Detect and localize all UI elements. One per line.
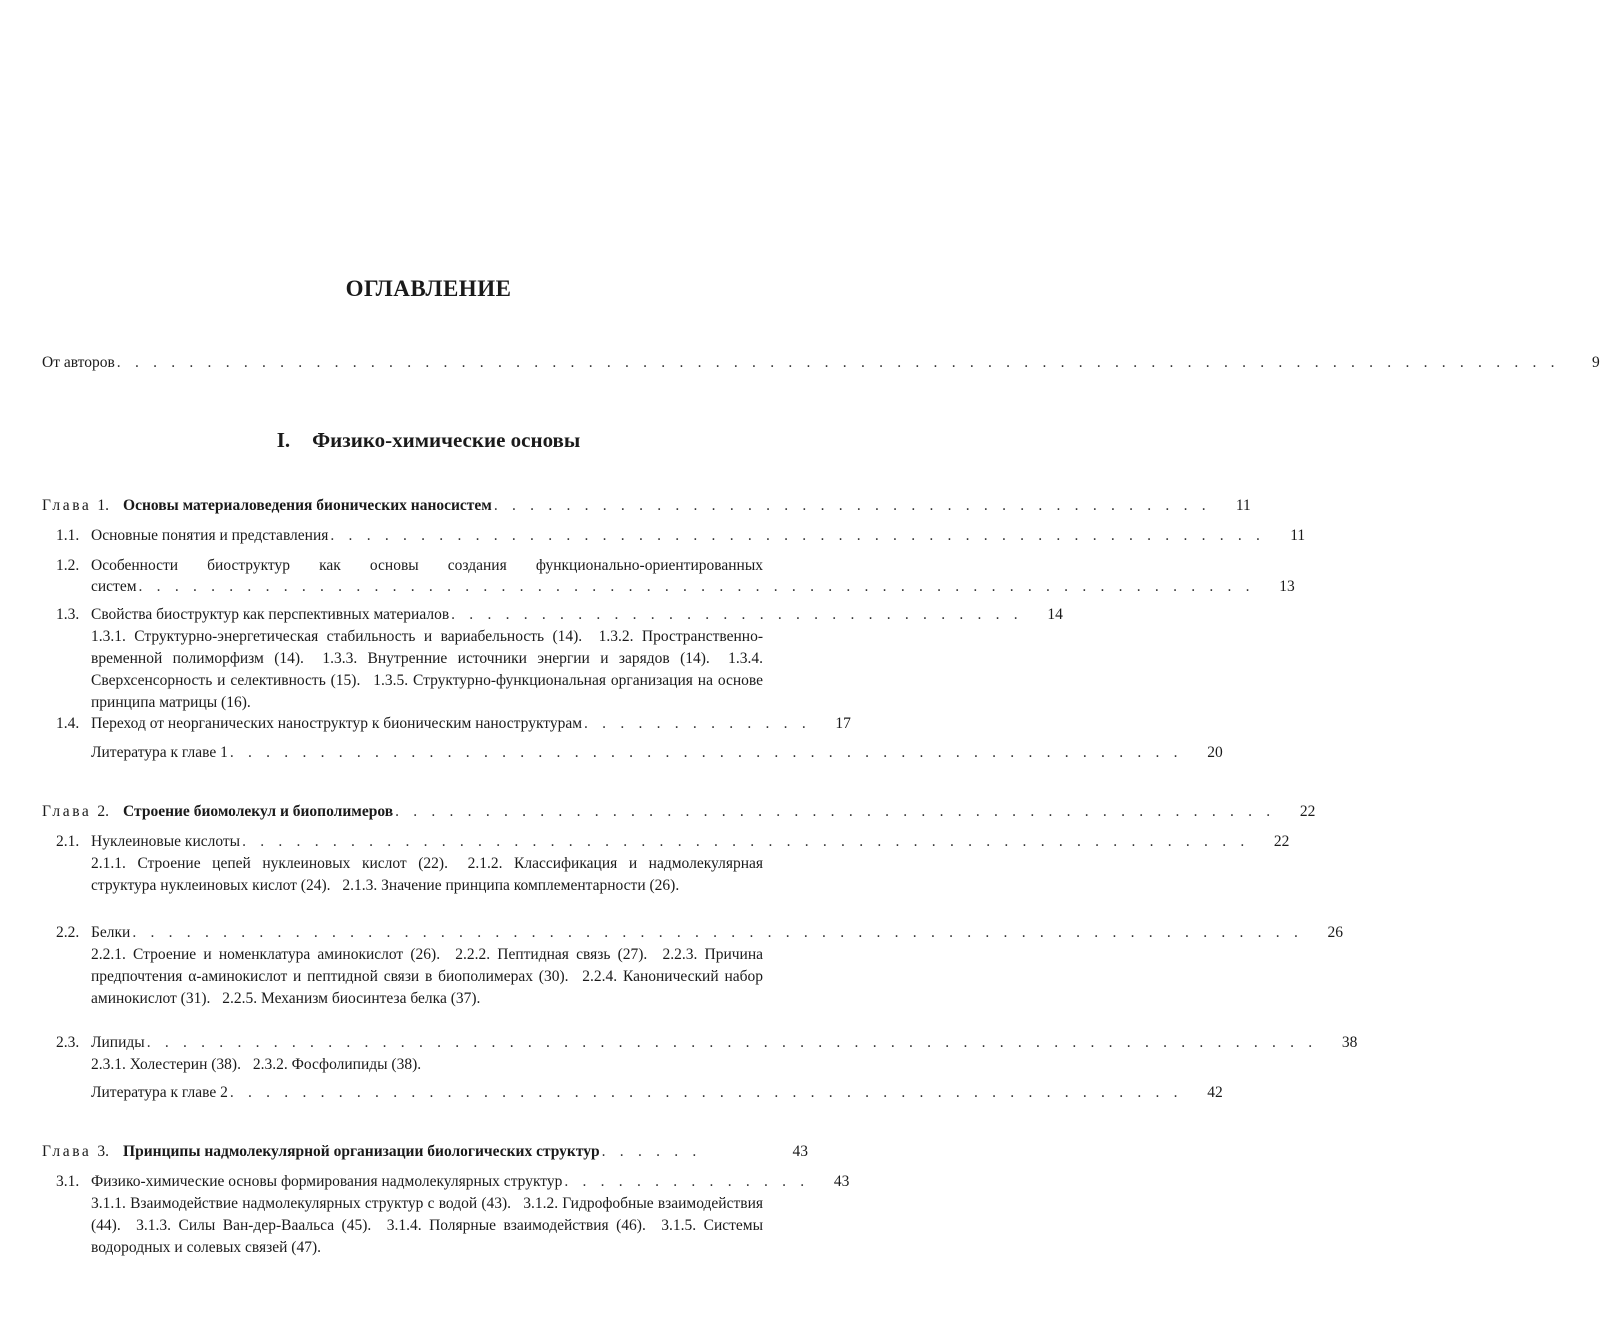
subsection-item[interactable]: 2.3.2. Фосфолипиды (38). bbox=[252, 1056, 422, 1073]
leader-dots: . . . . . . . . . . . . . . . . . . . . . . . . . . . . . . . . . . . . . . . . . . . . . . . . . . . . . . . . . . . . . . . . . . . . . . . . . . . . . . . . bbox=[116, 354, 1560, 371]
subsection-list-1-3 bbox=[91, 626, 763, 714]
toc-entry-section-3-1[interactable] bbox=[56, 1171, 850, 1193]
toc-entry-section-1-1[interactable] bbox=[56, 525, 1306, 547]
chapter-number: 1. bbox=[97, 497, 110, 514]
subsection-list-2-1 bbox=[91, 853, 763, 897]
leader-dots: . . . . . . . . . . . . . . . . . . . . . . . . . . . . . . . . . . . . . . . . . . . . . . . . . . . . . bbox=[229, 1084, 1183, 1101]
part-number: I. bbox=[276, 428, 291, 452]
section-number: 1.4. bbox=[56, 715, 80, 732]
page-title: ОГЛАВЛЕНИЕ bbox=[345, 276, 512, 301]
part-heading bbox=[0, 428, 857, 453]
section-number: 1.2. bbox=[56, 557, 80, 574]
leader-dots: . . . . . . . . . . . . . . . . . . . . . . . . . . . . . . . . . . . . . . . . . . . . . . . . . . . . bbox=[330, 527, 1266, 544]
entry-page: 9 bbox=[1591, 354, 1600, 371]
subsection-item[interactable]: 3.1.1. Взаимодействие надмолекулярных структур с водой (43). bbox=[91, 1195, 512, 1212]
entry-title: От авторов bbox=[42, 354, 115, 371]
entry-page: 42 bbox=[1207, 1084, 1223, 1101]
subsection-item[interactable]: 3.1.4. Полярные взаимодействия (46). bbox=[386, 1217, 646, 1234]
subsection-item[interactable]: 1.3.4. Сверхсенсорность и селективность (15). bbox=[91, 650, 764, 689]
toc-entry-chapter-1[interactable] bbox=[42, 495, 1251, 517]
subsection-list-2-2 bbox=[91, 944, 763, 1010]
leader-dots: . . . . . . . . . . . . . . . . . . . . . . . . . . . . . . . . bbox=[451, 606, 1023, 623]
entry-title: Нуклеиновые кислоты bbox=[91, 833, 241, 850]
entry-title: Физико-химические основы формирования надмолекулярных структур bbox=[91, 1173, 563, 1190]
chapter-title: Принципы надмолекулярной организации биологических структур bbox=[123, 1143, 600, 1160]
entry-page: 22 bbox=[1299, 803, 1316, 820]
entry-title: Переход от неорганических наноструктур к бионическим наноструктурам bbox=[91, 715, 583, 732]
subsection-item[interactable]: 3.1.3. Силы Ван-дер-Ваальса (45). bbox=[136, 1217, 372, 1234]
toc-entry-literature-2[interactable] bbox=[91, 1082, 1223, 1104]
entry-title: Литература к главе 1 bbox=[91, 744, 228, 761]
entry-title: Основные понятия и представления bbox=[91, 527, 329, 544]
subsection-item[interactable]: 2.1.1. Строение цепей нуклеиновых кислот (22). bbox=[91, 855, 448, 872]
leader-dots: . . . . . . . . . . . . . . . . . . . . . . . . . . . . . . . . . . . . . . . . . . . . . . . . . . . . . . . . . . . . . . . . . bbox=[146, 1034, 1318, 1051]
subsection-item[interactable]: 1.3.5. Структурно-функциональная организация на основе принципа матрицы (16). bbox=[91, 672, 764, 711]
toc-entry-section-1-2[interactable] bbox=[56, 555, 808, 577]
leader-dots: . . . . . . . . . . . . . bbox=[584, 715, 811, 732]
subsection-item[interactable]: 3.1.5. Системы водородных и солевых связей (47). bbox=[91, 1217, 764, 1256]
entry-page: 11 bbox=[1290, 527, 1306, 544]
leader-dots: . . . . . . . . . . . . . . . . . . . . . . . . . . . . . . . . . . . . . . . . . . . . . . . . . . . . . bbox=[229, 744, 1183, 761]
toc-entry-chapter-3[interactable] bbox=[42, 1141, 808, 1163]
toc-entry-section-2-2[interactable] bbox=[56, 922, 1344, 944]
entry-page: 20 bbox=[1207, 744, 1223, 761]
leader-dots: . . . . . . . . . . . . . . . . . . . . . . . . . . . . . . . . . . . . . . . . . . . . . . . . . . . . . . . . bbox=[242, 833, 1250, 850]
section-number: 1.3. bbox=[56, 606, 80, 623]
entry-page: 22 bbox=[1273, 833, 1290, 850]
entry-title: Белки bbox=[91, 924, 131, 941]
entry-page: 38 bbox=[1341, 1034, 1358, 1051]
chapter-label: Глава bbox=[42, 1143, 92, 1160]
subsection-item[interactable]: 2.2.2. Пептидная связь (27). bbox=[455, 946, 648, 963]
toc-entry-chapter-2[interactable] bbox=[42, 801, 1316, 823]
entry-title: Свойства биоструктур как перспективных материалов bbox=[91, 606, 450, 623]
entry-title-line2: систем bbox=[91, 578, 137, 595]
entry-page: 14 bbox=[1047, 606, 1063, 623]
entry-title-line1: Особенности биоструктур как основы создания функционально-ориентированных bbox=[91, 557, 763, 574]
section-number: 2.1. bbox=[56, 833, 80, 850]
entry-page: 43 bbox=[833, 1173, 850, 1190]
subsection-list-3-1 bbox=[91, 1193, 763, 1259]
section-number: 2.3. bbox=[56, 1034, 80, 1051]
subsection-item[interactable]: 3.1.2. Гидрофобные взаимодействия (44). bbox=[91, 1195, 763, 1234]
toc-entry-literature-1[interactable] bbox=[91, 742, 1223, 764]
subsection-item[interactable]: 2.1.2. Классификация и надмолекулярная структура нуклеиновых кислот (24). bbox=[91, 855, 764, 894]
leader-dots: . . . . . . . . . . . . . . . . . . . . . . . . . . . . . . . . . . . . . . . . . . . . . . . . . . . . . . . . . . . . . . . . . bbox=[132, 924, 1304, 941]
chapter-number: 3. bbox=[97, 1143, 110, 1160]
subsection-item[interactable]: 2.2.3. Причина предпочтения α-аминокислот и пептидной связи в биополимерах (30). bbox=[91, 946, 764, 985]
section-number: 2.2. bbox=[56, 924, 80, 941]
leader-dots: . . . . . . . . . . . . . . bbox=[564, 1173, 810, 1190]
subsection-item[interactable]: 2.2.4. Канонический набор аминокислот (31). bbox=[91, 968, 763, 1007]
chapter-title: Основы материаловедения бионических наносистем bbox=[123, 497, 492, 514]
part-title: Физико-химические основы bbox=[312, 428, 581, 452]
subsection-list-2-3 bbox=[91, 1054, 763, 1076]
entry-page: 11 bbox=[1235, 497, 1251, 514]
entry-page: 17 bbox=[835, 715, 851, 732]
entry-page: 26 bbox=[1327, 924, 1344, 941]
leader-dots: . . . . . . . . . . . . . . . . . . . . . . . . . . . . . . . . . . . . . . . . . . . . . . . . . bbox=[395, 803, 1276, 820]
toc-entry-section-1-2-cont[interactable] bbox=[91, 576, 1295, 598]
subsection-item[interactable]: 2.2.5. Механизм биосинтеза белка (37). bbox=[222, 990, 481, 1007]
subsection-item[interactable]: 2.3.1. Холестерин (38). bbox=[91, 1056, 241, 1073]
leader-dots: . . . . . . bbox=[601, 1143, 702, 1160]
subsection-item[interactable]: 2.1.3. Значение принципа комплементарности (26). bbox=[342, 877, 680, 894]
subsection-item[interactable]: 1.3.1. Структурно-энергетическая стабильность и вариабельность (14). bbox=[91, 628, 583, 645]
subsection-item[interactable]: 1.3.2. Пространственно-временной полиморфизм (14). bbox=[91, 628, 763, 667]
toc-entry-preface[interactable] bbox=[42, 352, 1600, 374]
subsection-item[interactable]: 2.2.1. Строение и номенклатура аминокислот (26). bbox=[91, 946, 441, 963]
section-number: 3.1. bbox=[56, 1173, 80, 1190]
chapter-title: Строение биомолекул и биополимеров bbox=[123, 803, 394, 820]
chapter-label: Глава bbox=[42, 803, 92, 820]
section-number: 1.1. bbox=[56, 527, 80, 544]
toc-entry-section-1-4[interactable] bbox=[56, 713, 851, 735]
chapter-number: 2. bbox=[97, 803, 110, 820]
entry-title: Литература к главе 2 bbox=[91, 1084, 228, 1101]
chapter-label: Глава bbox=[42, 497, 92, 514]
toc-entry-section-2-3[interactable] bbox=[56, 1032, 1358, 1054]
entry-page: 43 bbox=[792, 1143, 808, 1160]
entry-page: 13 bbox=[1279, 578, 1295, 595]
entry-title: Липиды bbox=[91, 1034, 145, 1051]
toc-entry-section-2-1[interactable] bbox=[56, 831, 1290, 853]
subsection-item[interactable]: 1.3.3. Внутренние источники энергии и зарядов (14). bbox=[322, 650, 710, 667]
leader-dots: . . . . . . . . . . . . . . . . . . . . . . . . . . . . . . . . . . . . . . . . . . . . . . . . . . . . . . . . . . . . . . bbox=[138, 578, 1255, 595]
toc-entry-section-1-3[interactable] bbox=[56, 604, 1063, 626]
leader-dots: . . . . . . . . . . . . . . . . . . . . . . . . . . . . . . . . . . . . . . . . bbox=[493, 497, 1211, 514]
